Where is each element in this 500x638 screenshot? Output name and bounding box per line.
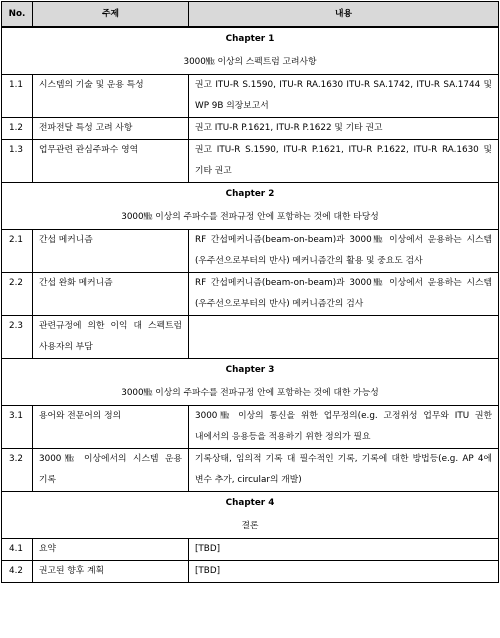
chapter-cell (2, 359, 499, 406)
chapter-subtitle: 3000㎒ 이상의 스펙트럼 고려사항 (183, 57, 317, 67)
row-number: 2.2 (2, 273, 33, 316)
row-number: 3.1 (2, 406, 33, 449)
row-topic: 용어와 전문어의 정의 (33, 406, 189, 449)
row-topic: 간섭 메커니즘 (33, 230, 189, 273)
table-row (2, 140, 499, 183)
row-number: 2.1 (2, 230, 33, 273)
row-content: 권고 ITU-R P.1621, ITU-R P.1622 및 기타 권고 (189, 118, 499, 140)
row-content (189, 316, 499, 359)
chapter-row (2, 492, 499, 539)
row-topic: 3000㎒ 이상에서의 시스템 운용 기록 (33, 449, 189, 492)
table-row (2, 406, 499, 449)
row-number: 3.2 (2, 449, 33, 492)
table-row (2, 75, 499, 118)
table-row (2, 539, 499, 561)
table-row (2, 561, 499, 583)
table-row (2, 316, 499, 359)
chapter-title: Chapter 1 (225, 34, 275, 44)
chapter-cell (2, 27, 499, 75)
document-page (1, 1, 498, 583)
row-number: 1.2 (2, 118, 33, 140)
row-content: RF 간섭메커니즘(beam-on-beam)과 3000㎒ 이상에서 운용하는 시스템(우주선으로부터의 반사) 메커니즘간의 활용 및 중요도 검사 (189, 230, 499, 273)
row-topic: 시스템의 기술 및 운용 특성 (33, 75, 189, 118)
chapter-title: Chapter 2 (225, 189, 275, 199)
row-number: 4.2 (2, 561, 33, 583)
header-topic: 주제 (33, 2, 189, 28)
row-topic: 전파전달 특성 고려 사항 (33, 118, 189, 140)
row-number: 4.1 (2, 539, 33, 561)
table-row (2, 449, 499, 492)
row-content: 권고 ITU-R S.1590, ITU-R P.1621, ITU-R P.1622, ITU-R RA.1630 및 기타 권고 (189, 140, 499, 183)
row-content: 권고 ITU-R S.1590, ITU-R RA.1630 ITU-R SA.1742, ITU-R SA.1744 및 WP 9B 의장보고서 (189, 75, 499, 118)
chapter-row (2, 359, 499, 406)
row-content: 기록상태, 임의적 기록 대 필수적인 기록, 기록에 대한 방법등(e.g. AP 4에 변수 추가, circular의 개발) (189, 449, 499, 492)
row-content: [TBD] (189, 539, 499, 561)
chapter-title: Chapter 4 (225, 498, 275, 508)
chapter-cell (2, 492, 499, 539)
table-row (2, 273, 499, 316)
row-content: 3000㎒ 이상의 통신을 위한 업무정의(e.g. 고정위성 업무와 ITU 권한 내에서의 응용등을 적용하기 위한 정의가 필요 (189, 406, 499, 449)
row-content: RF 간섭메커니즘(beam-on-beam)과 3000㎒ 이상에서 운용하는 시스템(우주선으로부터의 반사) 메커니즘간의 검사 (189, 273, 499, 316)
chapter-cell (2, 183, 499, 230)
chapter-row (2, 183, 499, 230)
row-topic: 관련규정에 의한 이익 대 스펙트럼 사용자의 부담 (33, 316, 189, 359)
row-topic: 간섭 완화 메커니즘 (33, 273, 189, 316)
row-content: [TBD] (189, 561, 499, 583)
chapter-subtitle: 3000㎒ 이상의 주파수를 전파규정 안에 포함하는 것에 대한 가능성 (121, 388, 379, 398)
row-number: 2.3 (2, 316, 33, 359)
row-number: 1.1 (2, 75, 33, 118)
header-content: 내용 (189, 2, 499, 28)
chapter-subtitle: 3000㎒ 이상의 주파수를 전파규정 안에 포함하는 것에 대한 타당성 (121, 212, 379, 222)
table-header (2, 2, 499, 28)
row-topic: 권고된 향후 계획 (33, 561, 189, 583)
outline-table (1, 1, 499, 583)
row-topic: 업무관련 관심주파수 영역 (33, 140, 189, 183)
row-number: 1.3 (2, 140, 33, 183)
chapter-subtitle: 결론 (241, 521, 259, 531)
row-topic: 요약 (33, 539, 189, 561)
table-row (2, 118, 499, 140)
table-row (2, 230, 499, 273)
chapter-title: Chapter 3 (225, 365, 275, 375)
header-no: No. (2, 2, 33, 28)
chapter-row (2, 27, 499, 75)
